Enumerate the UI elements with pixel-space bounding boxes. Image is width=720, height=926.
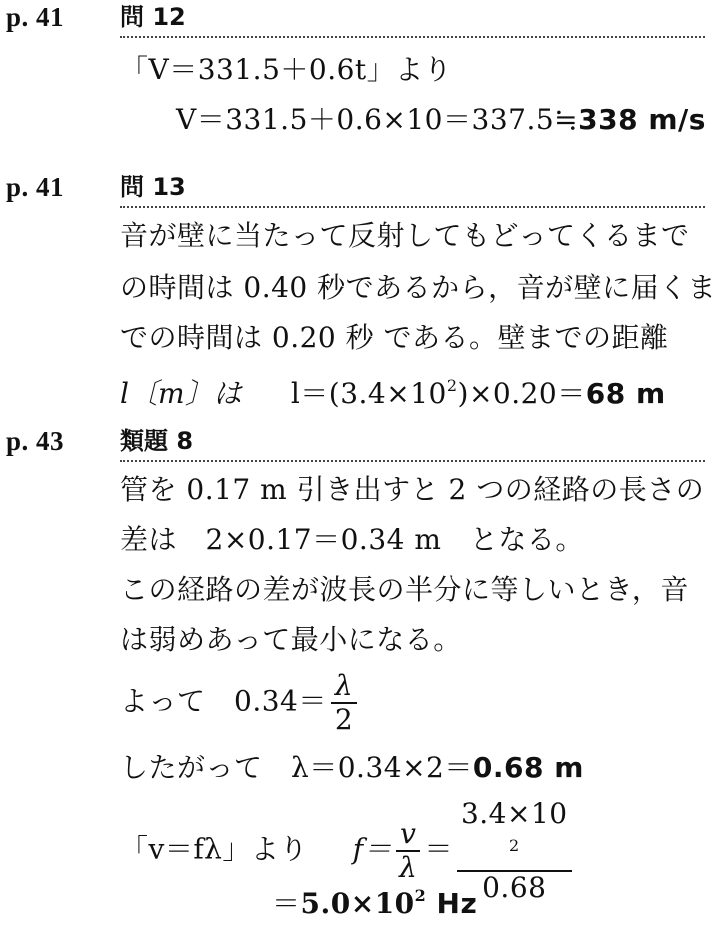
denominator: λ (399, 851, 418, 884)
answer: 5.0×10 (300, 887, 415, 920)
equation-text: よって 0.34＝ (120, 684, 327, 718)
answer: 0.68 m (472, 751, 584, 784)
wavelength-line (120, 750, 584, 786)
frequency-lhs: f＝ (352, 832, 393, 866)
distance-line (120, 368, 666, 412)
section-heading: 問 12 (120, 2, 705, 38)
frequency-result-line (272, 878, 477, 922)
fraction (396, 818, 420, 884)
calculation-line (176, 102, 706, 138)
answer-unit: Hz (426, 887, 478, 920)
body-text-line: は弱めあって最小になる。 (120, 623, 462, 656)
formula-text: 「V＝331.5＋0.6t」より (120, 53, 453, 86)
body-text-line: この経路の差が波長の半分に等しいとき，音 (120, 573, 689, 606)
body-text-line: の時間は 0.40 秒であるから，音が壁に届くま (120, 271, 717, 304)
section-heading: 問 13 (120, 172, 705, 208)
distance-formula-rest: )×0.20＝ (457, 377, 586, 410)
exponent: 2 (446, 376, 458, 395)
denominator: 2 (334, 703, 354, 736)
frequency-intro: 「v＝fλ」より (120, 832, 308, 866)
body-text-line: 管を 0.17 m 引き出すと 2 つの経路の長さの (120, 473, 705, 506)
numerator: λ (331, 670, 357, 704)
equation-line (120, 670, 361, 736)
body-text-line: 差は 2×0.17＝0.34 m となる。 (120, 523, 584, 556)
answer: 338 m/s (578, 103, 706, 136)
distance-formula: l＝(3.4×10 (290, 377, 447, 410)
numerator (457, 798, 572, 872)
body-text-line: での時間は 0.20 秒 である。壁までの距離 (120, 321, 669, 354)
distance-label: l〔m〕は (120, 377, 243, 410)
exponent: 2 (414, 886, 427, 905)
exponent: 2 (508, 836, 520, 855)
calculation-text: V＝331.5＋0.6×10＝337.5≒ (176, 103, 579, 136)
equals: ＝ (424, 832, 453, 866)
fraction (331, 670, 357, 736)
formula-statement (120, 52, 452, 88)
numerator: v (396, 818, 420, 852)
equals: ＝ (272, 887, 301, 920)
section-heading: 類題 8 (120, 426, 705, 462)
answer: 68 m (585, 377, 666, 410)
body-text-line: 音が壁に当たって反射してもどってくるまで (120, 219, 690, 252)
page-reference: p. 43 (6, 426, 65, 456)
numerator-base: 3.4×10 (460, 797, 568, 830)
wavelength-text: したがって λ＝0.34×2＝ (120, 751, 473, 784)
denominator: 0.68 (482, 871, 547, 904)
page-reference: p. 41 (6, 2, 65, 32)
page-reference: p. 41 (6, 172, 65, 202)
